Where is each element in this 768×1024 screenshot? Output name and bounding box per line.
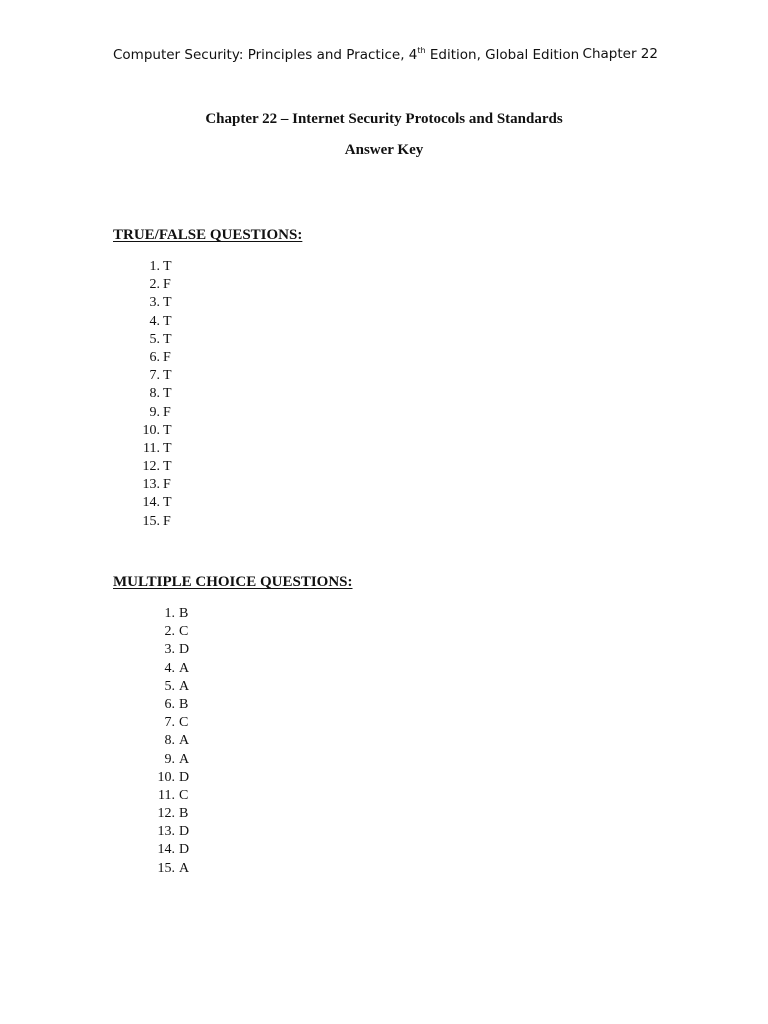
answer-value: C xyxy=(179,715,189,731)
answer-value: F xyxy=(163,349,171,365)
answer-item xyxy=(153,714,189,732)
chapter-label: Chapter 22 xyxy=(582,46,658,62)
answer-value: A xyxy=(179,733,190,749)
question-number: 6. xyxy=(149,349,160,365)
answer-item xyxy=(138,476,172,494)
answer-value: T xyxy=(163,422,172,438)
answer-item xyxy=(138,494,172,512)
answer-value: D xyxy=(179,842,190,858)
answer-value: C xyxy=(179,624,189,640)
question-number: 2. xyxy=(149,277,160,293)
answer-value: A xyxy=(179,660,190,676)
true-false-answer-list xyxy=(138,258,172,531)
answer-value: B xyxy=(179,806,189,822)
answer-item xyxy=(138,331,172,349)
answer-value: F xyxy=(163,513,171,529)
question-number: 9. xyxy=(149,404,160,420)
question-number: 8. xyxy=(149,386,160,402)
question-number: 11. xyxy=(143,440,160,456)
answer-item xyxy=(153,696,189,714)
answer-value: B xyxy=(179,606,189,621)
answer-value: T xyxy=(163,259,172,274)
answer-value: T xyxy=(163,295,172,311)
question-number: 14. xyxy=(157,842,175,858)
book-title: Computer Security: Principles and Practice, 4th Edition, Global Edition xyxy=(113,46,580,63)
answer-value: B xyxy=(179,696,189,712)
answer-value: D xyxy=(179,824,190,840)
answer-item xyxy=(138,422,172,440)
answer-item xyxy=(153,860,189,878)
answer-item xyxy=(153,641,189,659)
question-number: 2. xyxy=(164,624,175,640)
answer-item xyxy=(138,385,172,403)
answer-value: C xyxy=(179,787,189,803)
question-number: 1. xyxy=(149,259,160,274)
question-number: 11. xyxy=(158,787,175,803)
question-number: 15. xyxy=(142,513,160,529)
answer-item xyxy=(138,313,172,331)
question-number: 13. xyxy=(142,477,160,493)
question-number: 4. xyxy=(149,313,160,329)
answer-item xyxy=(138,294,172,312)
answer-item xyxy=(138,440,172,458)
answer-value: A xyxy=(179,860,190,876)
answer-item xyxy=(138,276,172,294)
answer-item xyxy=(153,751,189,769)
answer-value: T xyxy=(163,386,172,402)
question-number: 7. xyxy=(149,368,160,384)
answer-item xyxy=(153,660,189,678)
answer-item xyxy=(153,805,189,823)
question-number: 4. xyxy=(164,660,175,676)
answer-item xyxy=(138,513,172,531)
answer-item xyxy=(153,623,189,641)
answer-item xyxy=(153,769,189,787)
question-number: 3. xyxy=(149,295,160,311)
question-number: 15. xyxy=(157,860,175,876)
page-title: Chapter 22 – Internet Security Protocols and Standards xyxy=(205,111,563,127)
answer-item xyxy=(153,823,189,841)
question-number: 12. xyxy=(142,459,160,475)
answer-value: D xyxy=(179,769,190,785)
question-number: 5. xyxy=(164,678,175,694)
answer-item xyxy=(153,841,189,859)
answer-item xyxy=(138,258,172,276)
answer-item xyxy=(153,732,189,750)
question-number: 6. xyxy=(164,696,175,712)
question-number: 5. xyxy=(149,331,160,347)
question-number: 9. xyxy=(164,751,175,767)
answer-value: A xyxy=(179,751,190,767)
question-number: 7. xyxy=(164,715,175,731)
answer-value: D xyxy=(179,642,190,658)
multiple-choice-answer-list xyxy=(153,605,189,878)
answer-value: T xyxy=(163,368,172,384)
question-number: 13. xyxy=(157,824,175,840)
answer-value: T xyxy=(163,331,172,347)
question-number: 3. xyxy=(164,642,175,658)
answer-item xyxy=(153,787,189,805)
question-number: 14. xyxy=(142,495,160,511)
answer-value: T xyxy=(163,495,172,511)
question-number: 10. xyxy=(142,422,160,438)
answer-value: T xyxy=(163,440,172,456)
question-number: 12. xyxy=(157,806,175,822)
question-number: 8. xyxy=(164,733,175,749)
question-number: 1. xyxy=(164,606,175,621)
answer-item xyxy=(138,404,172,422)
answer-value: A xyxy=(179,678,190,694)
page-subtitle: Answer Key xyxy=(344,142,424,158)
answer-item xyxy=(153,678,189,696)
answer-value: T xyxy=(163,313,172,329)
answer-value: F xyxy=(163,404,171,420)
answer-value: F xyxy=(163,477,171,493)
question-number: 10. xyxy=(157,769,175,785)
answer-value: T xyxy=(163,459,172,475)
answer-item xyxy=(138,349,172,367)
multiple-choice-heading: MULTIPLE CHOICE QUESTIONS: xyxy=(113,574,353,590)
answer-item xyxy=(153,605,189,623)
true-false-heading: TRUE/FALSE QUESTIONS: xyxy=(113,227,303,243)
answer-item xyxy=(138,458,172,476)
running-header xyxy=(113,46,658,63)
answer-value: F xyxy=(163,277,171,293)
answer-item xyxy=(138,367,172,385)
